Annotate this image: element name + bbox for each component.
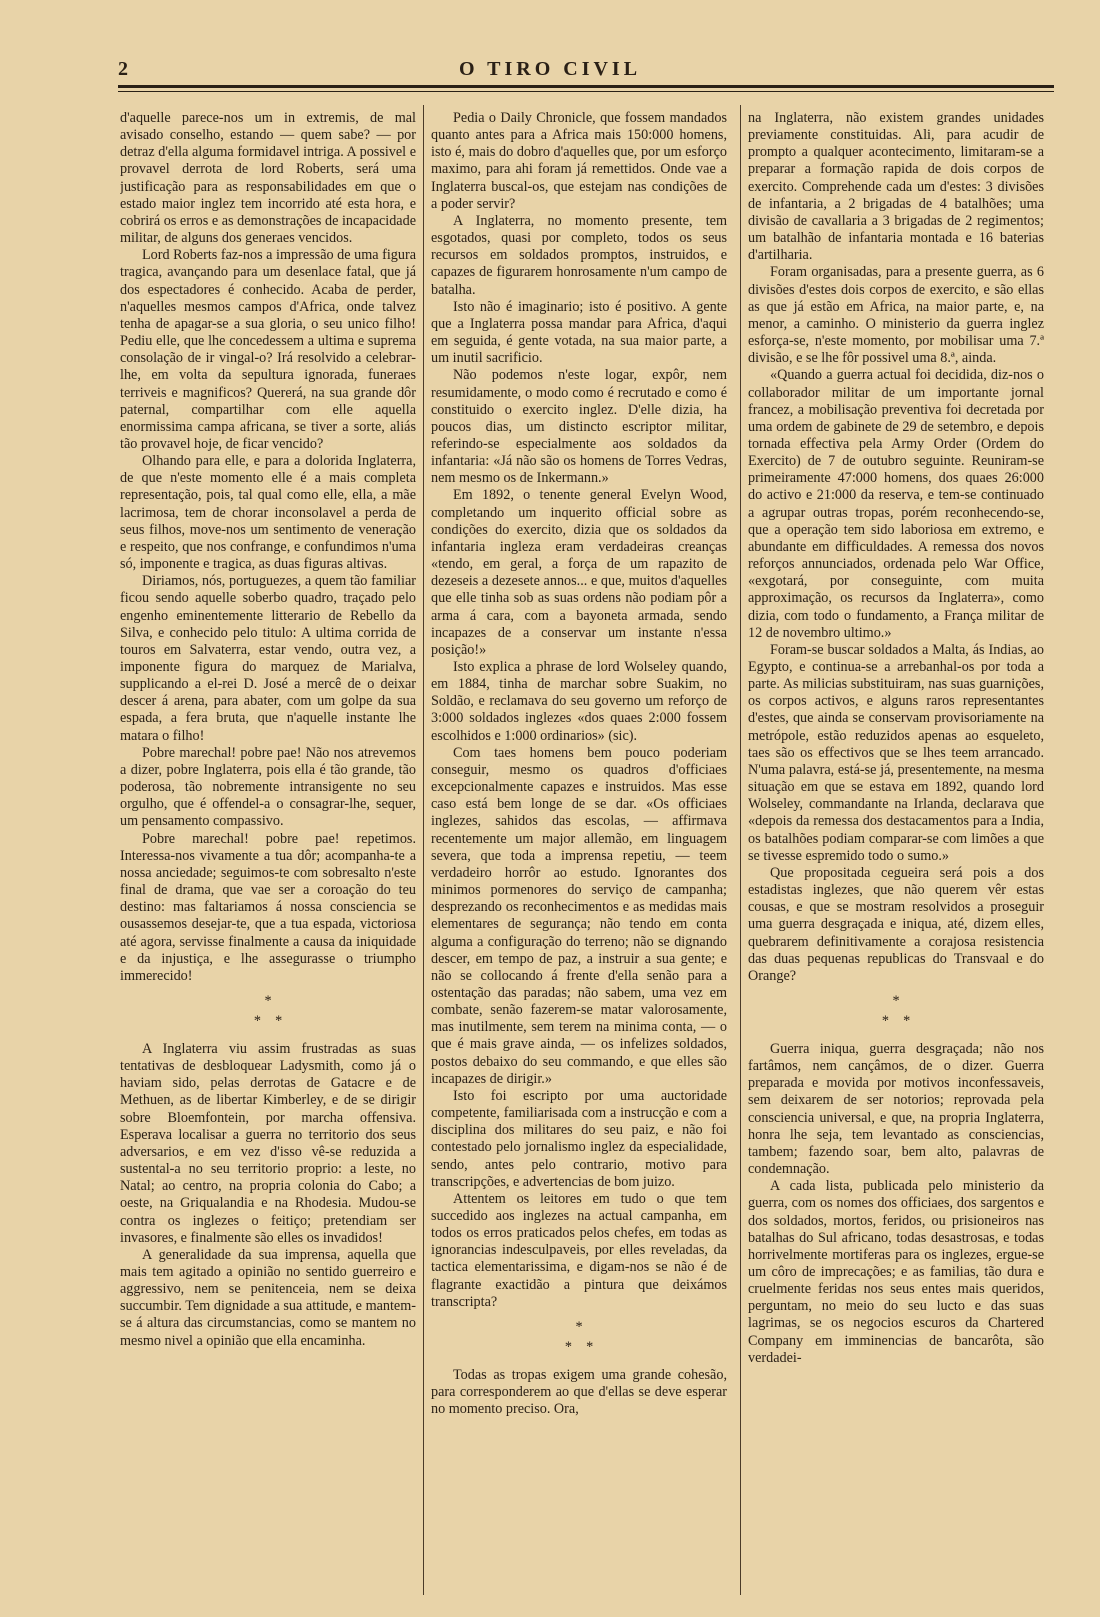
paragraph: Que propositada cegueira será pois a dos estadistas inglezes, que não querem vêr estas cousas, e que se mostram resolvidos a proseguir uma guerra desgraçada e iniqua, até, dizem elles, quebrarem definitivamente a corajosa resistencia das duas pequenas republicas do Transvaal e do Orange? — [748, 864, 1044, 984]
paragraph: Isto explica a phrase de lord Wolseley quando, em 1884, tinha de marchar sobre Suakim, no Soldão, e reclamava do seu governo um reforço de 3:000 soldados inglezes «dos quaes 2:000 fossem escolhidos e 1:000 ordinarios» (sic). — [431, 659, 727, 744]
article-column-3 — [748, 110, 1044, 1600]
paragraph: «Quando a guerra actual foi decidida, diz-nos o collaborador militar de um importante jornal francez, a mobilisação preventiva foi decretada por uma ordem de gabinete de 29 de setembro, e depois tornada effectiva pela Army Order (Ordem do Exercito) de 7 de outubro seguinte. Reuniram-se primeiramente 47:000 homens, dos quaes 26:000 do activo e 21:000 da reserva, e tem-se continuado a agrupar outras tropas, porém reconhecendo-se, que a operação tem sido laboriosa em extremo, e abundante em difficuldades. A remessa dos novos reforços annunciados, ordenada pelo War Office, «exgotará, por conseguinte, com muita approximação, os recursos da Inglaterra», como dizia, com todo o fundamento, a França militar de 12 de novembro ultimo.» — [748, 367, 1044, 641]
header-rule-thin — [118, 91, 1054, 92]
column-divider — [423, 105, 424, 1595]
paragraph: Pobre marechal! pobre pae! Não nos atrevemos a dizer, pobre Inglaterra, pois ella é tão grande, tão poderosa, tão nobremente intransigente no seu orgulho, que é offendel-a o consagrar-lhe, sequer, um pensamento compassivo. — [120, 744, 416, 830]
section-break-asterisks: * * * — [881, 992, 911, 1029]
page-number: 2 — [118, 58, 128, 80]
paragraph: Pedia o Daily Chronicle, que fossem mandados quanto antes para a Africa mais 150:000 homens, isto é, mais do dobro d'aquelles que, por um esforço maximo, para ahi foram já remettidos. Onde vae a Inglaterra buscal-os, que estejam nas condições de a poder servir? — [431, 110, 727, 212]
paragraph: Foram organisadas, para a presente guerra, as 6 divisões d'estes dois corpos de exercito, e são ellas as que já estão em Africa, na maior parte, e, na menor, a caminho. O ministerio da guerra inglez esforça-se, n'este momento, por mobilisar uma 7.ª divisão, e se lhe fôr possivel uma 8.ª, ainda. — [748, 264, 1044, 367]
article-column-1 — [120, 110, 416, 1600]
paragraph: Olhando para elle, e para a dolorida Inglaterra, de que n'este momento elle é a mais completa representação, pois, tal qual como elle, ella, a mãe lacrimosa, tem de chorar inconsolavel a perda de seus filhos, move-nos um sentimento de veneração e respeito, que nos confrange, e confundimos n'uma só, imponente e tragica, as duas figuras altivas. — [120, 453, 416, 573]
header-rule — [118, 85, 1054, 88]
paragraph: Attentem os leitores em tudo o que tem succedido aos inglezes na actual campanha, em todos os erros praticados pelos chefes, em todas as ignorancias indesculpaveis, por elles reveladas, da tactica elementarissima, e digam-nos se não é de flagrante exactidão a pintura que deixámos transcripta? — [431, 1190, 727, 1310]
paragraph: Foram-se buscar soldados a Malta, ás Indias, ao Egypto, e continua-se a arrebanhal-os por toda a parte. As milicias substituiram, nas suas guarnições, os corpos activos, e alguns raros representantes d'estes, que ainda se conservam provisoriamente na metrópole, estão reduzidos apenas ao esqueleto, taes são os effectivos que se lhes teem arrancado. N'uma palavra, está-se já, presentemente, na mesma situação em que se estava em 1892, quando lord Wolseley, commandante na Irlanda, declarava que «depois da remessa dos destacamentos para a India, os batalhões podiam comparar-se com limões a que se tivesse espremido todo o sumo.» — [748, 641, 1044, 864]
paragraph: Todas as tropas exigem uma grande cohesão, para corresponderem ao que d'ellas se deve esperar no momento preciso. Ora, — [431, 1366, 727, 1418]
paragraph: Em 1892, o tenente general Evelyn Wood, completando um inquerito official sobre as condições do exercito, dizia que os soldados da infantaria ingleza eram verdadeiras creanças «tendo, em geral, a força de um rapazito de dezeseis a dezesete annos... e que, muitos d'aquelles que elle tinha sob as suas ordens não podiam pôr a arma á cara, com a bayoneta armada, sendo incapazes de a conservar um instante n'essa posição!» — [431, 487, 727, 658]
paragraph: na Inglaterra, não existem grandes unidades previamente constituidas. Ali, para acudir de prompto a qualquer acontecimento, limitaram-se a preparar a formação rapida de dois corpos de exercito. Comprehende cada um d'estes: 3 divisões de infantaria, a 2 brigadas de 4 batalhões; uma divisão de cavallaria a 3 brigadas de 2 regimentos; um batalhão de infantaria montada e 16 baterias d'artilharia. — [748, 110, 1044, 264]
paragraph: Isto não é imaginario; isto é positivo. A gente que a Inglaterra possa mandar para Africa, d'aqui em seguida, é gente votada, na sua maior parte, a um inutil sacrificio. — [431, 298, 727, 367]
paragraph: d'aquelle parece-nos um in extremis, de mal avisado conselho, estando — quem sabe? — por detraz d'ella alguma formidavel intriga. A possivel e provavel derrota de lord Roberts, será uma justificação para as responsabilidades em que o estado maior inglez tem incorrido até esta hora, e cobrirá os erros e as demonstrações de incapacidade militar, de alguns dos generaes vencidos. — [120, 110, 416, 247]
article-column-2 — [431, 110, 727, 1600]
paragraph: Pobre marechal! pobre pae! repetimos. Interessa-nos vivamente a tua dôr; acompanha-te a nossa anciedade; seguimos-te com sobresalto n'este final de drama, que vae ser a coroação do teu destino: mas faltariamos á nossa consciencia se ousassemos desejar-te, que a tua espada, victoriosa até agora, servisse finalmente a causa da iniquidade e da injustiça, e lhe assegurasse o triumpho immerecido! — [120, 830, 416, 984]
column-divider — [740, 105, 741, 1595]
paragraph: A generalidade da sua imprensa, aquella que mais tem agitado a opinião no sentido guerreiro e aggressivo, nem se penitenceia, nem se deixa succumbir. Tem dignidade a sua attitude, e mantem-se á altura das circumstancias, como se mantem no mesmo nivel a opinião que ella encaminha. — [120, 1246, 416, 1349]
paragraph: Guerra iniqua, guerra desgraçada; não nos fartâmos, nem cançâmos, de o dizer. Guerra preparada e movida por motivos inconfessaveis, sem deixarem de ser notorios; reprovada pela consciencia universal, e que, na propria Inglaterra, honra lhe seja, tem levantado as consciencias, tambem; fazendo soar, bem alto, palavras de condemnação. — [748, 1040, 1044, 1178]
paragraph: Diriamos, nós, portuguezes, a quem tão familiar ficou sendo aquelle soberbo quadro, traçado pelo engenho eminentemente litterario de Rebello da Silva, e conhecido pelo titulo: A ultima corrida de touros em Salvaterra, estar vendo, outra vez, a imponente figura do marquez de Marialva, supplicando a el-rei D. José a mercê de o deixar descer á arena, para abater, com um golpe da sua espada, a fera bruta, que n'aquelle instante lhe matara o filho! — [120, 573, 416, 744]
section-break-asterisks: * * * — [564, 1318, 594, 1355]
section-break-asterisks: * * * — [253, 992, 283, 1029]
masthead-title: O TIRO CIVIL — [458, 58, 642, 80]
paragraph: A Inglaterra viu assim frustradas as suas tentativas de desbloquear Ladysmith, como já o haviam sido, pelas derrotas de Gatacre e de Methuen, as de libertar Kimberley, e de se dirigir sobre Bloemfontein, por marcha offensiva. Esperava localisar a guerra no territorio dos seus adversarios, e em vez d'isso vê-se reduzida a sustental-a no seu territorio proprio: a leste, no Natal; ao centro, na propria colonia do Cabo; a oeste, na Griqualandia e na Rhodesia. Mudou-se contra os inglezes o feitiço; pretendiam ser invasores, e finalmente são elles os invadidos! — [120, 1040, 416, 1246]
paragraph: Com taes homens bem pouco poderiam conseguir, mesmo os quadros d'officiaes excepcionalmente capazes e instruidos. Mas esse caso está bem longe de se dar. «Os officiaes inglezes, sahidos das escolas, — affirmava recentemente um major allemão, em linguagem severa, que toda a imprensa repetiu, — teem verdadeiro horrôr ao estudo. Ignorantes dos minimos pormenores do serviço de campanha; desprezando os reconhecimentos e as medidas mais elementares de segurança; não tendo em conta alguma a configuração do terreno; não se dignando descer, em tempo de paz, a instruir a sua gente; e não se collocando á frente d'ella senão para a ostentação das paradas; não sabem, uma vez em combate, senão fazerem-se matar valorosamente, mas inutilmente, sem terem na minima conta, — o que é mais grave ainda, — os infelizes soldados, postos debaixo do seu commando, e que elles são incapazes de dirigir.» — [431, 744, 727, 1087]
paragraph: Não podemos n'este logar, expôr, nem resumidamente, o modo como é recrutado e como é constituido o exercito inglez. D'elle dizia, ha poucos dias, um distincto escriptor militar, referindo-se especialmente aos soldados da infantaria: «Já não são os homens de Torres Vedras, nem mesmo os de Inkermann.» — [431, 367, 727, 487]
paragraph: Lord Roberts faz-nos a impressão de uma figura tragica, avançando para um desenlace fatal, que já dos espectadores é conhecido. Acaba de perder, n'aquelles mesmos campos d'Africa, onde talvez tenha de apagar-se a sua gloria, o seu unico filho! Pediu elle, que lhe concedessem a ultima e suprema consolação de ir vingal-o? Irá resolvido a celebrar-lhe, em volta da sepultura ignorada, funeraes terriveis e magnificos? Quererá, na sua grande dôr paternal, compartilhar com elle aquella enormissima campa africana, se tiver a sorte, aliás tão provavel hoje, de ficar vencido? — [120, 247, 416, 452]
paragraph: Isto foi escripto por uma auctoridade competente, familiarisada com a instrucção e com a disciplina dos militares do seu paiz, e não foi contestado pelo jornalismo inglez da especialidade, sendo, antes pelo contrario, motivo para transcripções, e advertencias de bom juizo. — [431, 1087, 727, 1190]
paragraph: A Inglaterra, no momento presente, tem esgotados, quasi por completo, todos os seus recursos em soldados promptos, instruidos, e capazes de figurarem honrosamente n'um campo de batalha. — [431, 212, 727, 298]
paragraph: A cada lista, publicada pelo ministerio da guerra, com os nomes dos officiaes, dos sargentos e dos soldados, mortos, feridos, ou prisioneiros nas batalhas do Sul africano, todas desastrosas, e todas horrivelmente mortiferas para os inglezes, ergue-se um côro de imprecações; e as familias, tão dura e cruelmente feridas nos seus entes mais queridos, perguntam, no meio do seu lucto e das suas lagrimas, se os negocios escuros da Chartered Company em imminencias de bancarôta, são verdadei- — [748, 1178, 1044, 1366]
